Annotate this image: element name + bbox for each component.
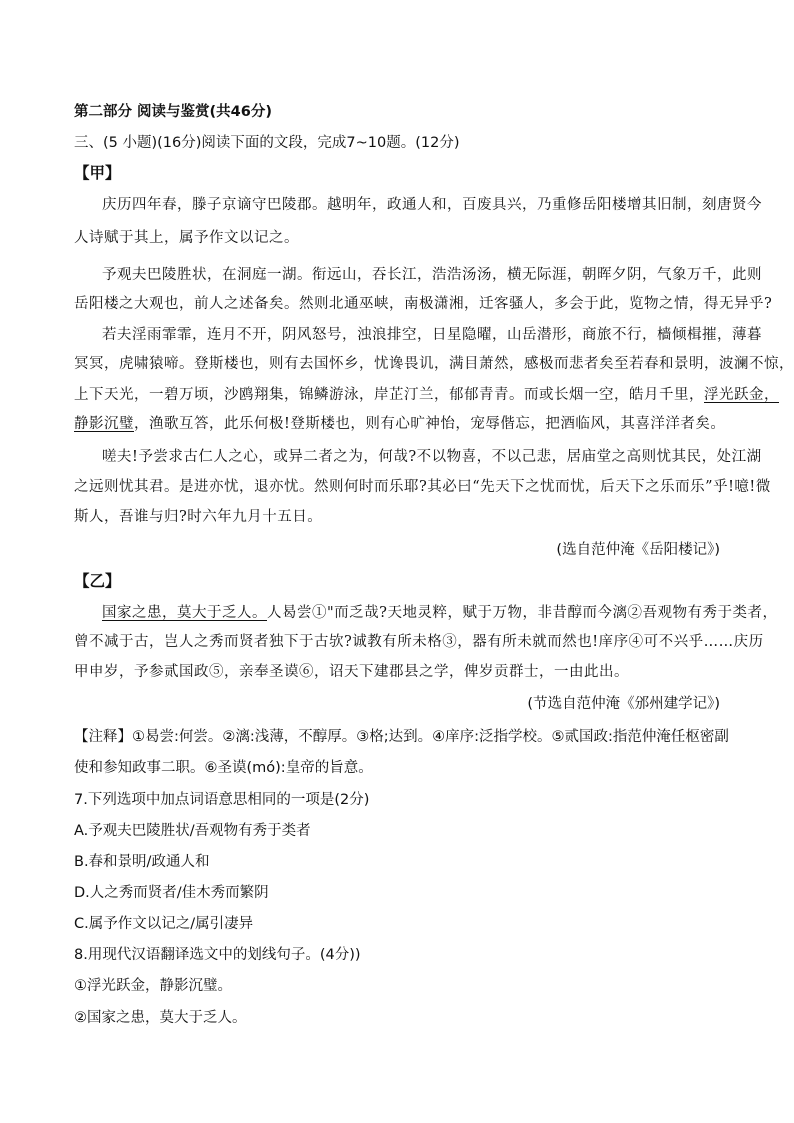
jia-p2-line2: 岳阳楼之大观也，前人之述备矣。然则北通巫峡，南极潇湘，迁客骚人，多会于此，览物之情，得无异乎? (74, 296, 773, 312)
passage-yi-label: 【乙】 (74, 572, 121, 590)
question-7-stem: 7.下列选项中加点词语意思相同的一项是(2分) (74, 792, 370, 808)
yi-source: (节选自范仲淹《邠州建学记》) (527, 696, 720, 712)
section-three-heading: 三、(5 小题)(16分)阅读下面的文段，完成7~10题。(12分) (74, 135, 460, 151)
part-title: 第二部分 阅读与鉴赏(共46分) (74, 104, 272, 120)
question-7-option-a: A.予观夫巴陵胜状/吾观物有秀于类者 (74, 823, 311, 839)
jia-p3-line1: 若夫淫雨霏霏，连月不开，阴风怒号，浊浪排空，日星隐曜，山岳潜形，商旅不行，樯倾楫摧，薄暮 (102, 327, 762, 343)
passage-jia-label: 【甲】 (74, 164, 121, 182)
question-7-option-d: D.人之秀而贤者/佳木秀而繁阴 (74, 885, 269, 901)
yi-line1-text: 人曷尝①"而乏哉?天地灵粹，赋于万物，非昔醇而今漓②吾观物有秀于类者， (267, 605, 778, 621)
jia-p3-line3 (74, 385, 779, 405)
question-8-stem: 8.用现代汉语翻译选文中的划线句子。(4分)) (74, 947, 361, 963)
question-7-option-c: C.属予作文以记之/属引凄异 (74, 916, 254, 932)
jia-p4-line3: 斯人，吾谁与归?时六年九月十五日。 (74, 509, 323, 525)
jia-p2-line1: 予观夫巴陵胜状，在洞庭一湖。衔远山，吞长江，浩浩汤汤，横无际涯，朝晖夕阴，气象万千，此则 (102, 267, 762, 283)
question-8-sentence-1: ①浮光跃金，静影沉璧。 (74, 978, 232, 994)
yi-line3: 甲申岁，予参贰国政⑤，亲奉圣谟⑥，诏天下建郡县之学，俾岁贡群士，一由此出。 (74, 664, 629, 680)
notes-line1: 【注释】①曷尝:何尝。②漓:浅薄，不醇厚。③格;达到。④庠序:泛指学校。⑤贰国政:指范仲淹任枢密副 (74, 729, 729, 745)
yi-line2: 曾不减于古，岂人之秀而贤者独下于古欤?诚教有所未格③，器有所未就而然也!庠序④可不兴乎……庆历 (74, 634, 764, 650)
notes-line2: 使和参知政事二职。⑥圣谟(mó):皇帝的旨意。 (74, 760, 373, 776)
jia-source: (选自范仲淹《岳阳楼记》) (556, 542, 720, 558)
jia-p1-line1: 庆历四年春，滕子京谪守巴陵郡。越明年，政通人和，百废具兴，乃重修岳阳楼增其旧制，刻唐贤今 (102, 197, 762, 213)
question-7-option-b: B.春和景明/政通人和 (74, 854, 210, 870)
jia-p4-line1: 嗟夫!予尝求古仁人之心，或异二者之为，何哉?不以物喜，不以己悲，居庙堂之高则忧其民，处江湖 (102, 449, 762, 465)
jia-p1-line2: 人诗赋于其上，属予作文以记之。 (74, 230, 299, 246)
jia-p4-line2: 之远则忧其君。是进亦忧，退亦忧。然则何时而乐耶?其必曰“先天下之忧而忧，后天下之乐而乐”乎!噫!微 (74, 479, 771, 495)
jia-p3-line4-text: ，渔歌互答，此乐何极!登斯楼也，则有心旷神怡，宠辱偕忘，把酒临风，其喜洋洋者矣。 (134, 416, 726, 432)
jia-p3-line4 (74, 414, 734, 434)
jia-p3-line3-text: 上下天光，一碧万顷，沙鸥翔集，锦鳞游泳，岸芷汀兰，郁郁青青。而或长烟一空，皓月千里， (74, 387, 704, 403)
yi-line1 (102, 603, 778, 623)
underlined-sentence-part1: 浮光跃金， (704, 387, 779, 403)
underlined-sentence-yi: 国家之患，莫大于乏人。 (102, 605, 267, 621)
jia-p3-line2: 冥冥，虎啸猿啼。登斯楼也，则有去国怀乡，忧谗畏讥，满目萧然，感极而悲者矣至若春和景明，波澜不惊， (74, 356, 794, 372)
underlined-sentence-part2: 静影沉璧 (74, 416, 134, 432)
question-8-sentence-2: ②国家之患，莫大于乏人。 (74, 1010, 247, 1026)
